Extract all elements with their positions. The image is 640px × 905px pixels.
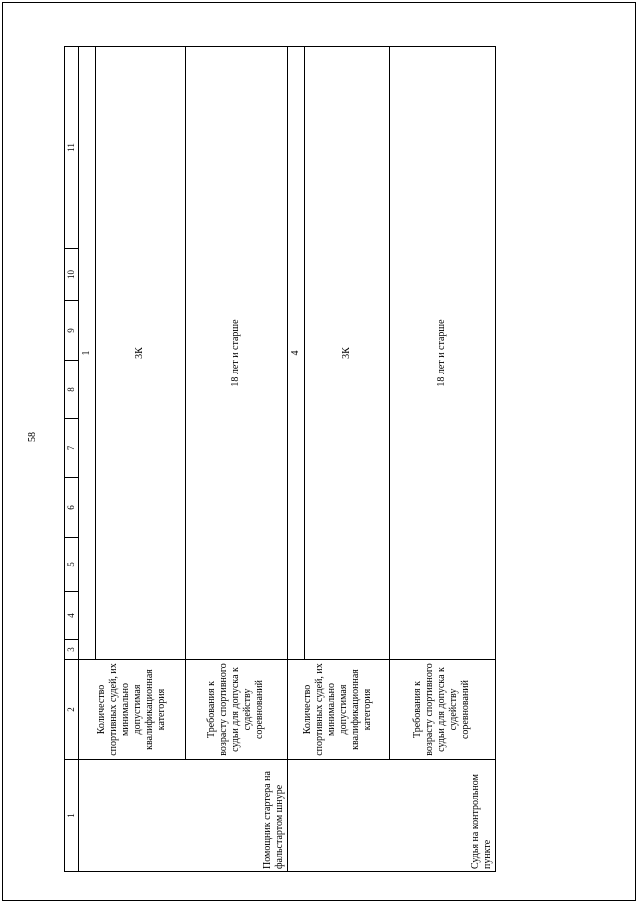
col-number: 5 [65,538,79,592]
col-number: 2 [65,660,79,760]
col-number: 4 [65,592,79,640]
row-label: Требования к возрасту спортивного судьи для допуска к судейству соревнований [186,660,288,760]
judge-count-cell: 1 [78,47,95,660]
table-row [186,47,288,872]
position-cell: Помощник стартера на фальстартом шнуре [78,760,287,872]
col-number: 3 [65,640,79,660]
row-label: Количество спортивных судей, их минимально допустимая квалификационная категория [287,660,389,760]
col-number: 1 [65,760,79,872]
col-number: 6 [65,478,79,538]
age-cell: 18 лет и старше [186,47,288,660]
table-row [78,47,95,872]
col-number: 11 [65,47,79,249]
judge-count-cell: 4 [287,47,304,660]
judges-table [64,46,496,872]
category-cell: 3К [95,47,185,660]
row-label: Требования к возрасту спортивного судьи для допуска к судейству соревнований [389,660,495,760]
age-cell: 18 лет и старше [389,47,495,660]
table-row [389,47,495,872]
table-row [287,47,304,872]
category-cell: 3К [304,47,389,660]
position-cell: Судья на контрольном пункте [287,760,495,872]
col-number: 8 [65,361,79,419]
page-number: 58 [27,432,38,442]
col-number: 9 [65,301,79,361]
col-number: 7 [65,419,79,478]
column-number-row [65,47,79,872]
col-number: 10 [65,249,79,301]
rotated-table-container [64,47,496,872]
row-label: Количество спортивных судей, их минимально допустимая квалификационная категория [78,660,185,760]
